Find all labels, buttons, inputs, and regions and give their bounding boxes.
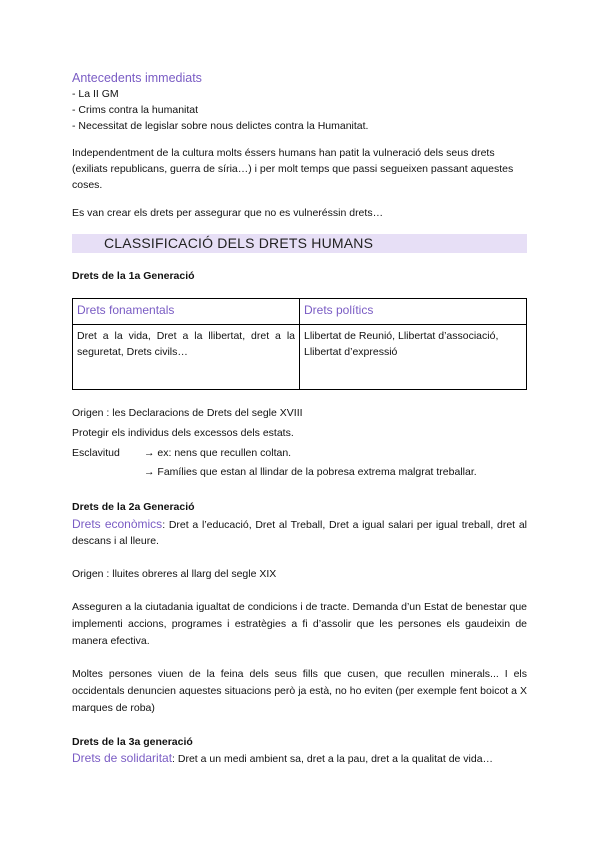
table-cell-political: Llibertat de Reunió, Llibertat d’associació, Llibertat d’expressió — [300, 325, 527, 390]
table-header-political: Drets polítics — [300, 299, 527, 325]
paragraph-creation: Es van crear els drets per assegurar que no es vulneréssin drets… — [72, 207, 384, 219]
section-banner — [72, 234, 527, 253]
antecedents-item: - Necessitat de legislar sobre nous delictes contra la Humanitat. — [72, 120, 369, 132]
generation3-heading: Drets de la 3a generació — [72, 736, 193, 748]
antecedents-title: Antecedents immediats — [72, 71, 202, 85]
slavery-item: → ex: nens que recullen coltan. — [144, 447, 292, 459]
generation2-origin: Origen : lluites obreres al llarg del segle XIX — [72, 568, 277, 580]
generation1-origin: Origen : les Declaracions de Drets del segle XVIII — [72, 407, 303, 419]
banner-title: CLASSIFICACIÓ DELS DRETS HUMANS — [104, 235, 374, 251]
slavery-label: Esclavitud — [72, 447, 120, 459]
generation2-heading: Drets de la 2a Generació — [72, 501, 195, 513]
solidarity-rights-text: : Dret a un medi ambient sa, dret a la pau, dret a la qualitat de vida… — [172, 753, 494, 765]
table-cell-fundamental: Dret a la vida, Dret a la llibertat, dret a la seguretat, Drets civils… — [73, 325, 300, 390]
table-header-row — [73, 299, 527, 325]
generation1-heading: Drets de la 1a Generació — [72, 270, 195, 282]
solidarity-rights-label: Drets de solidaritat — [72, 751, 173, 765]
table-header-fundamental: Drets fonamentals — [73, 299, 300, 325]
antecedents-item: - La II GM — [72, 88, 119, 100]
solidarity-rights — [72, 750, 527, 767]
paragraph-children: Moltes persones viuen de la feina dels seus fills que cusen, que recullen minerals... I els occidentals denuncien aquestes situacions però ja està, no ho eviten (per exemple fent boicot a X marques de roba) — [72, 668, 527, 714]
economic-rights-label: Drets econòmics — [72, 517, 163, 531]
economic-rights — [72, 516, 527, 549]
table-row — [73, 325, 527, 390]
rights-table — [72, 298, 527, 390]
antecedents-item: - Crims contra la humanitat — [72, 104, 199, 116]
slavery-item: → Famílies que estan al llindar de la pobresa extrema malgrat treballar. — [144, 466, 477, 478]
generation1-protect: Protegir els individus dels excessos dels estats. — [72, 427, 294, 439]
paragraph-independent: Independentment de la cultura molts éssers humans han patit la vulneració dels seus drets (exiliats republicans, guerra de síria…) i per molt temps que passi segueixen passant aquestes coses. — [72, 147, 514, 191]
paragraph-equality: Asseguren a la ciutadania igualtat de condicions i de tracte. Demanda d’un Estat de benestar que implementi accions, programes i estratègies a fi d’assolir que les persones els gaudeixin de manera efectiva. — [72, 601, 527, 647]
economic-rights-text: : Dret a l’educació, Dret al Treball, Dret a igual salari per igual treball, dret al descans i al lleure. — [72, 519, 527, 547]
